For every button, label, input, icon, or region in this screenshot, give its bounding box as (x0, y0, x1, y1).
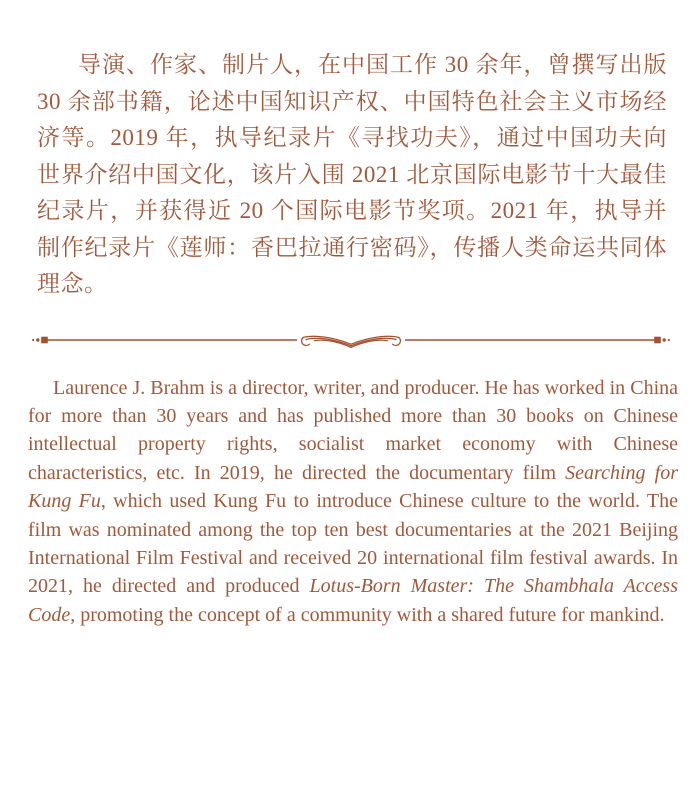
film-title-italic: Searching for Kung Fu (28, 461, 678, 513)
flourish-left-half (302, 336, 351, 347)
divider-left-endcap (32, 336, 48, 343)
bio-text-segment: , which used Kung Fu to introduce Chinese culture to the world. The film was nominated among the top ten best documentaries at the 2021 Beijing International Film Festival and received 20 international film festival awards. In 2021, he directed and produced (28, 490, 678, 598)
divider-right-endcap (654, 336, 670, 343)
ornamental-divider (31, 327, 671, 353)
center-flourish-icon (302, 336, 401, 347)
divider-flourish-graphic (31, 327, 671, 353)
film-title-italic: Lotus-Born Master: The Shambhala Access Code (28, 575, 678, 626)
english-bio-paragraph (28, 374, 678, 630)
bio-text-segment: Laurence J. Brahm is a director, writer, and producer. He has worked in China for more than 30 years and has published more than 30 books on Chinese intellectual property rights, socialist market economy with Chinese characteristics, etc. In 2019, he directed the documentary film (28, 376, 678, 484)
bio-text-segment: , promoting the concept of a community with a shared future for mankind. (70, 603, 665, 626)
book-page (0, 47, 700, 787)
flourish-right-half (351, 336, 400, 347)
chinese-bio-paragraph: 导演、作家、制片人，在中国工作 30 余年，曾撰写出版 30 余部书籍，论述中国知识产权、中国特色社会主义市场经济等。2019 年，执导纪录片《寻找功夫》，通过中国功夫向世界介绍中国文化，该片入围 2021 北京国际电影节十大最佳纪录片，并获得近 20 个国际电影节奖项。2021 年，执导并制作纪录片《莲师：香巴拉通行密码》，传播人类命运共同体理念。 (37, 52, 667, 296)
